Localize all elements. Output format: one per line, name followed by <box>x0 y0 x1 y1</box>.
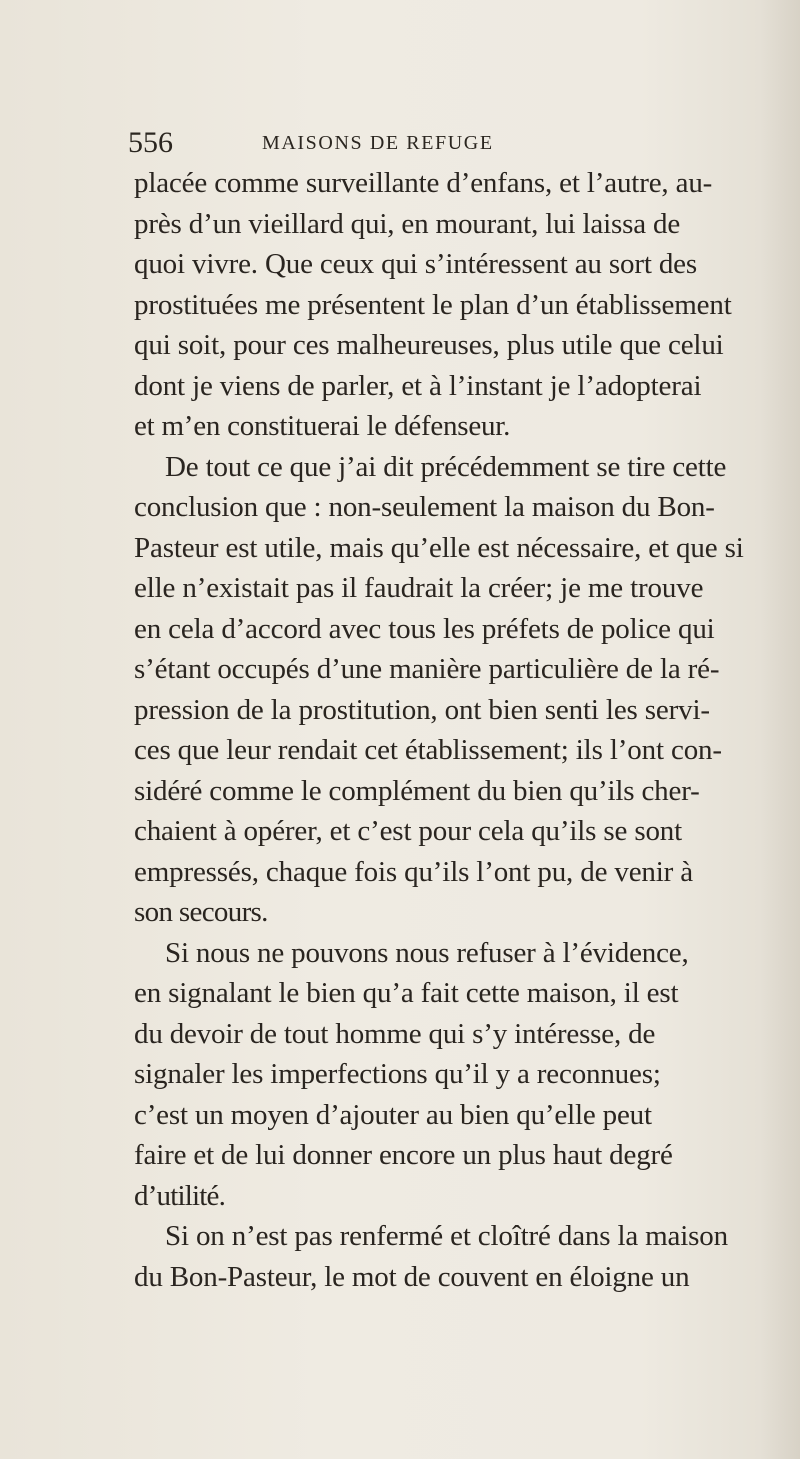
text-line: pression de la prostitution, ont bien senti les servi- <box>134 693 710 726</box>
text-line: Pasteur est utile, mais qu’elle est nécessaire, et que si <box>134 531 744 564</box>
text-line: en signalant le bien qu’a fait cette maison, il est <box>134 977 679 1009</box>
text-line: conclusion que : non-seulement la maison du Bon- <box>134 491 715 523</box>
page-number: 556 <box>128 126 173 159</box>
text-line: quoi vivre. Que ceux qui s’intéressent au sort des <box>134 248 697 280</box>
paragraph-start-line: Si on n’est pas renfermé et cloîtré dans la maison <box>165 1220 728 1252</box>
paragraph-start-line: De tout ce que j’ai dit précédemment se tire cette <box>165 450 727 483</box>
text-line: empressés, chaque fois qu’ils l’ont pu, de venir à <box>134 855 693 888</box>
text-line: sidéré comme le complément du bien qu’ils cher- <box>134 774 700 807</box>
text-line: près d’un vieillard qui, en mourant, lui laissa de <box>134 207 681 240</box>
text-line: signaler les imperfections qu’il y a reconnues; <box>134 1058 661 1090</box>
text-line: qui soit, pour ces malheureuses, plus utile que celui <box>134 329 724 361</box>
text-line: en cela d’accord avec tous les préfets de police qui <box>134 612 715 645</box>
text-line: faire et de lui donner encore un plus haut degré <box>134 1139 673 1171</box>
text-line: du devoir de tout homme qui s’y intéresse, de <box>134 1017 656 1050</box>
body-text <box>134 163 794 1297</box>
text-line: et m’en constituerai le défenseur. <box>134 410 511 442</box>
running-title: MAISONS DE REFUGE <box>262 132 494 154</box>
text-line: s’étant occupés d’une manière particulière de la ré- <box>134 653 720 685</box>
text-line: placée comme surveillante d’enfans, et l’autre, au- <box>134 167 713 199</box>
paragraph-start-line: Si nous ne pouvons nous refuser à l’évidence, <box>165 936 689 969</box>
text-line: son secours. <box>134 896 268 928</box>
text-line: du Bon-Pasteur, le mot de couvent en éloigne un <box>134 1260 690 1293</box>
text-line: c’est un moyen d’ajouter au bien qu’elle peut <box>134 1098 652 1131</box>
text-line: chaient à opérer, et c’est pour cela qu’ils se sont <box>134 815 683 847</box>
text-line: elle n’existait pas il faudrait la créer; je me trouve <box>134 572 704 604</box>
text-line: d’utilité. <box>134 1179 226 1212</box>
text-line: dont je viens de parler, et à l’instant je l’adopterai <box>134 369 702 402</box>
text-line: ces que leur rendait cet établissement; ils l’ont con- <box>134 734 722 766</box>
running-head <box>128 126 688 160</box>
text-line: prostituées me présentent le plan d’un établissement <box>134 288 732 321</box>
